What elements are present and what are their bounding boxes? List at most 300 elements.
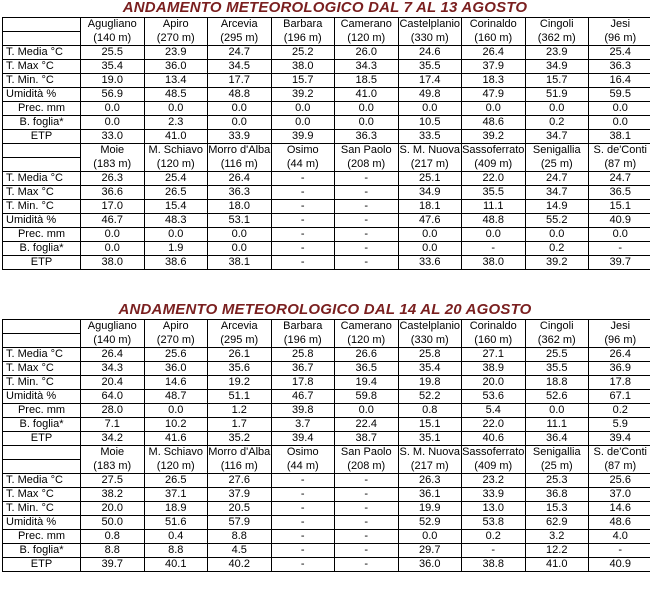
value-cell: 26.6 [335,348,399,362]
value-cell: 38.1 [589,130,650,144]
table-row [3,60,650,74]
value-cell: 38.0 [81,256,145,270]
value-cell: 10.2 [144,418,208,432]
value-cell: - [335,488,399,502]
value-cell: 4.5 [208,544,272,558]
row-label: Umidità % [3,214,81,228]
station-name: San Paolo [335,144,399,158]
value-cell: 17.0 [81,200,145,214]
station-elevation: (270 m) [144,32,208,46]
table-row [3,474,650,488]
row-label: Umidità % [3,516,81,530]
value-cell: 36.6 [81,186,145,200]
value-cell: 3.2 [525,530,589,544]
value-cell: 15.4 [144,200,208,214]
value-cell: 59.8 [335,390,399,404]
value-cell: 34.3 [335,60,399,74]
row-label: Umidità % [3,88,81,102]
value-cell: 35.5 [398,60,462,74]
table-row [3,116,650,130]
station-name: Senigallia [525,144,589,158]
value-cell: 17.8 [271,376,335,390]
table-row [3,228,650,242]
value-cell: 35.4 [81,60,145,74]
value-cell: - [335,530,399,544]
value-cell: 12.2 [525,544,589,558]
table-row [3,348,650,362]
value-cell: 15.7 [271,74,335,88]
value-cell: 52.2 [398,390,462,404]
value-cell: 39.8 [271,404,335,418]
value-cell: 24.7 [525,172,589,186]
row-label: B. foglia* [3,544,81,558]
station-name: Apiro [144,18,208,32]
value-cell: 41.6 [144,432,208,446]
value-cell: - [335,228,399,242]
station-name: S. de'Conti [589,144,650,158]
station-elevation: (96 m) [589,334,650,348]
corner-cell [3,144,81,158]
corner-cell [3,18,81,32]
value-cell: 23.9 [525,46,589,60]
value-cell: 0.0 [271,102,335,116]
value-cell: 47.9 [462,88,526,102]
station-name: Cingoli [525,320,589,334]
station-name: Barbara [271,18,335,32]
value-cell: 5.9 [589,418,650,432]
value-cell: 0.0 [81,116,145,130]
value-cell: 37.9 [208,488,272,502]
value-cell: - [335,256,399,270]
value-cell: - [589,242,650,256]
value-cell: - [271,256,335,270]
value-cell: 33.0 [81,130,145,144]
station-name: Senigallia [525,446,589,460]
value-cell: 0.2 [589,404,650,418]
value-cell: - [271,530,335,544]
value-cell: 29.7 [398,544,462,558]
station-elevation: (330 m) [398,32,462,46]
value-cell: - [462,544,526,558]
station-name-row [3,144,650,158]
value-cell: 19.9 [398,502,462,516]
value-cell: 34.5 [208,60,272,74]
station-elevation: (183 m) [81,158,145,172]
value-cell: 36.4 [525,432,589,446]
row-label: Umidità % [3,390,81,404]
value-cell: 51.9 [525,88,589,102]
table-row [3,404,650,418]
value-cell: - [335,172,399,186]
row-label: T. Max °C [3,60,81,74]
value-cell: 0.0 [525,102,589,116]
value-cell: 11.1 [525,418,589,432]
value-cell: 0.0 [589,102,650,116]
value-cell: 26.5 [144,186,208,200]
station-name-row [3,18,650,32]
value-cell: 25.6 [144,348,208,362]
station-elevation: (116 m) [208,460,272,474]
table-row [3,102,650,116]
value-cell: 13.0 [462,502,526,516]
value-cell: 48.6 [589,516,650,530]
value-cell: 34.7 [525,130,589,144]
value-cell: 27.1 [462,348,526,362]
value-cell: 39.4 [589,432,650,446]
station-elevation: (409 m) [462,158,526,172]
value-cell: 37.0 [589,488,650,502]
value-cell: - [271,214,335,228]
value-cell: 0.0 [81,102,145,116]
row-label: T. Media °C [3,172,81,186]
value-cell: 35.1 [398,432,462,446]
value-cell: 35.5 [462,186,526,200]
value-cell: 25.4 [144,172,208,186]
station-elevation: (96 m) [589,32,650,46]
value-cell: 5.4 [462,404,526,418]
value-cell: 39.9 [271,130,335,144]
value-cell: 24.6 [398,46,462,60]
value-cell: - [271,186,335,200]
value-cell: 33.6 [398,256,462,270]
value-cell: 23.9 [144,46,208,60]
station-name: Osimo [271,144,335,158]
value-cell: 40.6 [462,432,526,446]
value-cell: 22.0 [462,172,526,186]
value-cell: 26.5 [144,474,208,488]
table-row [3,362,650,376]
value-cell: 47.6 [398,214,462,228]
station-elevation: (120 m) [144,158,208,172]
station-elevation: (116 m) [208,158,272,172]
value-cell: 39.2 [525,256,589,270]
value-cell: 0.0 [398,242,462,256]
value-cell: 49.8 [398,88,462,102]
value-cell: 0.2 [525,116,589,130]
table-row [3,432,650,446]
value-cell: 48.7 [144,390,208,404]
station-name-row [3,446,650,460]
value-cell: 26.1 [208,348,272,362]
value-cell: 46.7 [81,214,145,228]
value-cell: 14.6 [589,502,650,516]
value-cell: 0.0 [271,116,335,130]
corner-cell [3,460,81,474]
corner-cell [3,158,81,172]
table-row [3,214,650,228]
value-cell: - [335,516,399,530]
row-label: T. Min. °C [3,74,81,88]
value-cell: 19.8 [398,376,462,390]
row-label: Prec. mm [3,530,81,544]
value-cell: - [335,242,399,256]
station-name: Jesi [589,18,650,32]
value-cell: 25.4 [589,46,650,60]
row-label: T. Min. °C [3,200,81,214]
value-cell: 0.0 [144,228,208,242]
station-elevation: (295 m) [208,32,272,46]
station-name: S. M. Nuova [399,144,461,157]
station-name: Agugliano [81,18,145,32]
row-label: T. Media °C [3,348,81,362]
value-cell: 25.8 [271,348,335,362]
value-cell: 33.9 [462,488,526,502]
value-cell: 15.1 [589,200,650,214]
row-label: Prec. mm [3,404,81,418]
value-cell: 39.2 [462,130,526,144]
value-cell: 38.7 [335,432,399,446]
value-cell: - [335,186,399,200]
value-cell: 56.9 [81,88,145,102]
value-cell: 53.1 [208,214,272,228]
station-elevation: (330 m) [398,334,462,348]
value-cell: 25.1 [398,172,462,186]
value-cell: 48.3 [144,214,208,228]
station-elevation: (196 m) [271,334,335,348]
value-cell: 62.9 [525,516,589,530]
corner-cell [3,334,81,348]
value-cell: - [271,502,335,516]
value-cell: - [335,502,399,516]
station-name: Cingoli [525,18,589,32]
row-label: T. Min. °C [3,502,81,516]
table-row [3,242,650,256]
value-cell: - [335,558,399,572]
value-cell: 25.5 [81,46,145,60]
value-cell: 20.0 [81,502,145,516]
value-cell: 0.4 [144,530,208,544]
station-elevation: (160 m) [462,32,526,46]
value-cell: 36.3 [335,130,399,144]
value-cell: 46.7 [271,390,335,404]
value-cell: 8.8 [208,530,272,544]
row-label: B. foglia* [3,116,81,130]
value-cell: 55.2 [525,214,589,228]
value-cell: 0.0 [525,404,589,418]
table-row [3,558,650,572]
station-elevation: (120 m) [335,32,399,46]
value-cell: 41.0 [144,130,208,144]
station-name: Sassoferrato [462,446,525,459]
value-cell: 38.0 [271,60,335,74]
row-label: ETP [3,130,81,144]
station-name: Moie [81,446,145,460]
station-name: Camerano [335,320,399,334]
weather-table-week-1 [2,17,650,270]
row-label: B. foglia* [3,418,81,432]
row-label: Prec. mm [3,102,81,116]
value-cell: 36.3 [208,186,272,200]
value-cell: 19.4 [335,376,399,390]
table-row [3,530,650,544]
station-elevation: (295 m) [208,334,272,348]
value-cell: - [271,488,335,502]
value-cell: 26.3 [398,474,462,488]
value-cell: 22.0 [462,418,526,432]
corner-cell [3,32,81,46]
table-row [3,390,650,404]
table-row [3,376,650,390]
value-cell: 27.6 [208,474,272,488]
table-row [3,74,650,88]
value-cell: 18.0 [208,200,272,214]
value-cell: 35.5 [525,362,589,376]
station-elevation: (25 m) [525,460,589,474]
value-cell: 2.3 [144,116,208,130]
value-cell: 10.5 [398,116,462,130]
value-cell: 36.1 [398,488,462,502]
value-cell: 0.0 [144,404,208,418]
value-cell: 34.7 [525,186,589,200]
station-name: Osimo [271,446,335,460]
table-row [3,172,650,186]
table-row [3,88,650,102]
value-cell: 19.2 [208,376,272,390]
station-elevation: (87 m) [589,158,650,172]
station-elevation: (270 m) [144,334,208,348]
value-cell: 40.1 [144,558,208,572]
table-row [3,46,650,60]
station-name: Castelplanio [399,18,461,31]
station-elevation: (120 m) [335,334,399,348]
value-cell: 25.6 [589,474,650,488]
station-name: M. Schiavo [144,144,208,158]
table-row [3,256,650,270]
value-cell: 40.9 [589,214,650,228]
station-elevation: (208 m) [335,460,399,474]
value-cell: 0.0 [208,228,272,242]
value-cell: 35.2 [208,432,272,446]
value-cell: 41.0 [335,88,399,102]
value-cell: 50.0 [81,516,145,530]
value-cell: 25.3 [525,474,589,488]
row-label: ETP [3,432,81,446]
station-name: Morro d'Alba [208,144,271,157]
station-name: Agugliano [81,320,145,334]
station-elevation: (196 m) [271,32,335,46]
value-cell: 0.2 [462,530,526,544]
value-cell: 36.9 [589,362,650,376]
station-name: S. M. Nuova [399,446,461,459]
station-elevation-row [3,460,650,474]
value-cell: 1.7 [208,418,272,432]
station-name: M. Schiavo [144,446,208,460]
value-cell: 26.3 [81,172,145,186]
table-row [3,130,650,144]
table-row [3,516,650,530]
value-cell: 36.0 [144,60,208,74]
value-cell: 24.7 [589,172,650,186]
value-cell: 20.4 [81,376,145,390]
station-elevation: (409 m) [462,460,526,474]
station-name: Jesi [589,320,650,334]
row-label: T. Max °C [3,186,81,200]
table-row [3,544,650,558]
value-cell: 11.1 [462,200,526,214]
row-label: T. Min. °C [3,376,81,390]
value-cell: 34.3 [81,362,145,376]
value-cell: 26.4 [81,348,145,362]
station-name: Barbara [271,320,335,334]
value-cell: 8.8 [144,544,208,558]
value-cell: 0.0 [398,530,462,544]
corner-cell [3,446,81,460]
value-cell: 51.1 [208,390,272,404]
value-cell: 4.0 [589,530,650,544]
block-1-title: ANDAMENTO METEOROLOGICO DAL 7 AL 13 AGOSTO [122,0,528,16]
value-cell: 14.6 [144,376,208,390]
value-cell: - [271,200,335,214]
value-cell: 38.1 [208,256,272,270]
value-cell: 18.8 [525,376,589,390]
value-cell: 0.0 [208,116,272,130]
value-cell: 15.1 [398,418,462,432]
value-cell: 3.7 [271,418,335,432]
station-name: Castelplanio [399,320,461,333]
row-label: T. Max °C [3,362,81,376]
value-cell: 17.8 [589,376,650,390]
value-cell: 27.5 [81,474,145,488]
value-cell: 22.4 [335,418,399,432]
value-cell: 37.9 [462,60,526,74]
value-cell: 14.9 [525,200,589,214]
value-cell: 35.4 [398,362,462,376]
value-cell: 0.0 [525,228,589,242]
value-cell: 39.4 [271,432,335,446]
value-cell: 19.0 [81,74,145,88]
row-label: T. Media °C [3,46,81,60]
value-cell: 52.6 [525,390,589,404]
value-cell: 35.6 [208,362,272,376]
station-name: Moie [81,144,145,158]
value-cell: 36.3 [589,60,650,74]
value-cell: 0.0 [208,102,272,116]
value-cell: 23.2 [462,474,526,488]
table-row [3,502,650,516]
value-cell: 1.9 [144,242,208,256]
value-cell: 0.0 [144,102,208,116]
station-name: S. de'Conti [589,446,650,460]
value-cell: 52.9 [398,516,462,530]
value-cell: 17.4 [398,74,462,88]
value-cell: 34.9 [398,186,462,200]
station-name: Corinaldo [462,320,526,334]
value-cell: 18.9 [144,502,208,516]
value-cell: 26.4 [208,172,272,186]
value-cell: 0.0 [589,116,650,130]
station-elevation: (217 m) [398,460,462,474]
value-cell: 34.9 [525,60,589,74]
value-cell: 33.9 [208,130,272,144]
value-cell: 26.4 [462,46,526,60]
value-cell: 36.0 [398,558,462,572]
value-cell: 53.8 [462,516,526,530]
value-cell: 17.7 [208,74,272,88]
value-cell: 28.0 [81,404,145,418]
value-cell: - [462,242,526,256]
station-elevation: (362 m) [525,32,589,46]
value-cell: 39.7 [589,256,650,270]
station-elevation: (87 m) [589,460,650,474]
row-label: ETP [3,558,81,572]
table-row [3,200,650,214]
value-cell: 0.0 [462,102,526,116]
value-cell: 0.0 [398,228,462,242]
value-cell: - [271,242,335,256]
value-cell: 8.8 [81,544,145,558]
row-label: T. Max °C [3,488,81,502]
value-cell: 18.1 [398,200,462,214]
